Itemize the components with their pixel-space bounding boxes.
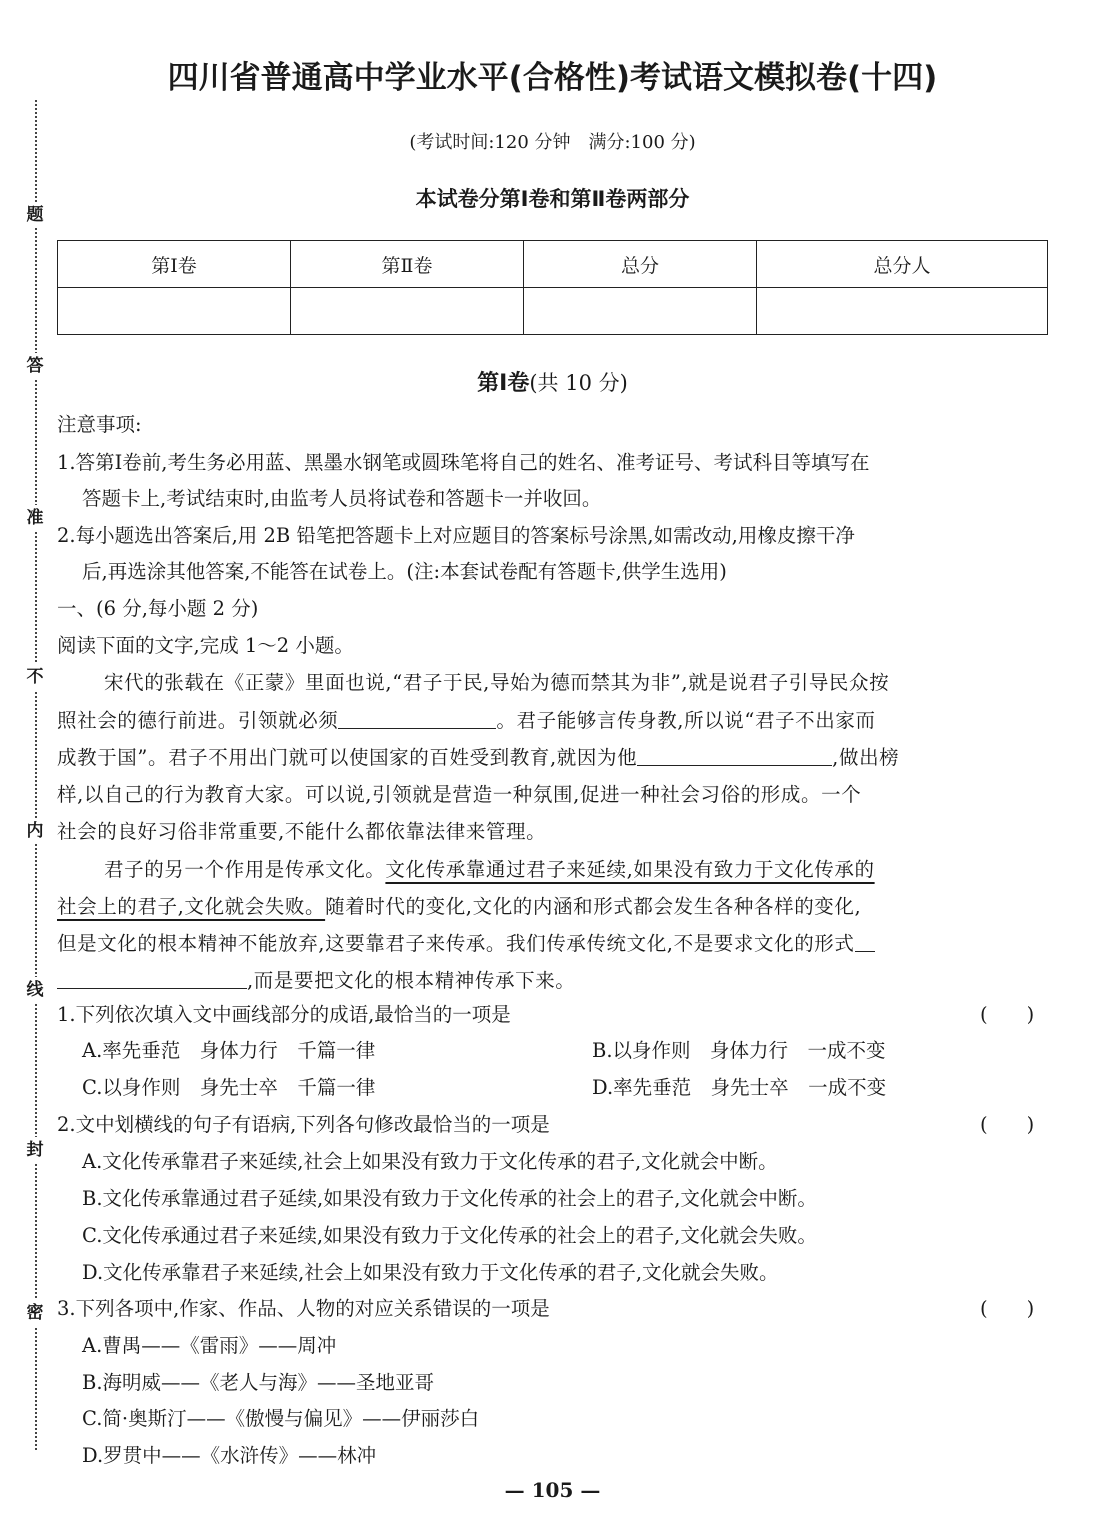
score-table-entry-row [58,288,1048,335]
binding-char-ti: 题 [22,202,48,228]
fill-blank-3[interactable] [57,968,247,989]
binding-char-bu: 不 [22,664,48,690]
passage-p1-line-1: 宋代的张载在《正蒙》里面也说,“君子于民,导始为德而禁其为非”,就是说君子引导民众按 [104,671,890,694]
fill-blank-1[interactable] [338,708,496,729]
question-1-option-c[interactable]: C.以身作则 身先士卒 千篇一律 [82,1076,376,1099]
passage-p2-line-3 [57,929,875,959]
question-2-option-a[interactable]: A.文化传承靠君子来延续,社会上如果没有致力于文化传承的君子,文化就会中断。 [82,1150,778,1173]
passage-p2-line-4 [57,966,575,996]
score-table-header-row [58,241,1048,288]
passage-p1-line-2 [57,706,876,736]
binding-char-nei: 内 [22,818,48,844]
binding-char-feng: 封 [22,1137,48,1163]
note-item-2-line-1: 2.每小题选出答案后,用 2B 铅笔把答题卡上对应题目的答案标号涂黑,如需改动,用橡皮擦干净 [57,524,855,547]
question-1-answer-paren[interactable]: ( ) [980,1003,1035,1026]
binding-char-da: 答 [22,353,48,379]
passage-text: ,而是要把文化的根本精神传承下来。 [247,969,576,992]
passage-text: 但是文化的根本精神不能放弃,这要靠君子来传承。我们传承传统文化,不是要求文化的形式 [57,932,855,955]
part1-heading [0,366,1105,397]
passage-text: 君子的另一个作用是传承文化。 [104,858,386,881]
binding-char-mi: 密 [22,1300,48,1326]
page-number: — 105 — [504,1478,601,1502]
passage-text: 成教于国”。君子不用出门就可以使国家的百姓受到教育,就因为他 [57,746,638,769]
exam-title: 四川省普通高中学业水平(合格性)考试语文模拟卷(十四) [167,60,938,96]
question-3-option-c[interactable]: C.简·奥斯汀——《傲慢与偏见》——伊丽莎白 [82,1407,480,1430]
passage-p1-line-3 [57,743,899,773]
score-cell-total[interactable] [524,288,757,335]
part1-title: 第Ⅰ卷 [477,371,530,396]
question-2-option-d[interactable]: D.文化传承靠君子来延续,社会上如果没有致力于文化传承的君子,文化就会失败。 [82,1261,779,1284]
part1-points: (共 10 分) [529,371,628,395]
exam-time-info: (考试时间:120 分钟 满分:100 分) [409,132,696,153]
question-3-option-b[interactable]: B.海明威——《老人与海》——圣地亚哥 [82,1371,435,1394]
score-header-total: 总分 [524,241,757,288]
question-2-option-c[interactable]: C.文化传承通过君子来延续,如果没有致力于文化传承的社会上的君子,文化就会失败。 [82,1224,817,1247]
question-2-option-b[interactable]: B.文化传承靠通过君子延续,如果没有致力于文化传承的社会上的君子,文化就会中断。 [82,1187,817,1210]
question-1-option-d[interactable]: D.率先垂范 身先士卒 一成不变 [592,1076,887,1099]
passage-p1-line-4: 样,以自己的行为教育大家。可以说,引领就是营造一种氛围,促进一种社会习俗的形成。一个 [57,783,862,806]
question-3-stem: 3.下列各项中,作家、作品、人物的对应关系错误的一项是 [57,1297,550,1320]
score-header-part2: 第Ⅱ卷 [291,241,524,288]
section1-heading: 一、(6 分,每小题 2 分) [57,597,259,620]
score-cell-part1[interactable] [58,288,291,335]
score-header-grader: 总分人 [757,241,1048,288]
passage-text: 。君子能够言传身教,所以说“君子不出家而 [496,709,876,732]
note-item-1-line-2: 答题卡上,考试结束时,由监考人员将试卷和答题卡一并收回。 [82,487,602,510]
passage-text: ,做出榜 [832,746,900,769]
passage-text: 照社会的德行前进。引领就必须 [57,709,339,732]
question-2-answer-paren[interactable]: ( ) [980,1113,1035,1136]
passage-p2-line-2 [57,892,861,922]
section1-instruction: 阅读下面的文字,完成 1～2 小题。 [57,634,354,657]
binding-char-zhun: 准 [22,505,48,531]
question-1-stem: 1.下列依次填入文中画线部分的成语,最恰当的一项是 [57,1003,511,1026]
score-table [57,240,1048,335]
binding-dotted-line [35,100,37,1450]
score-header-part1: 第Ⅰ卷 [58,241,291,288]
exam-structure-note: 本试卷分第Ⅰ卷和第Ⅱ卷两部分 [415,187,690,211]
question-3-option-a[interactable]: A.曹禺——《雷雨》——周冲 [82,1334,337,1357]
binding-char-xian: 线 [22,977,48,1003]
question-3-answer-paren[interactable]: ( ) [980,1297,1035,1320]
fill-blank-3-start[interactable] [855,931,875,952]
question-1-option-a[interactable]: A.率先垂范 身体力行 千篇一律 [82,1039,376,1062]
question-2-stem: 2.文中划横线的句子有语病,下列各句修改最恰当的一项是 [57,1113,550,1136]
question-3-option-d[interactable]: D.罗贯中——《水浒传》——林冲 [82,1444,377,1467]
fill-blank-2[interactable] [637,745,832,766]
note-item-1-line-1: 1.答第Ⅰ卷前,考生务必用蓝、黑墨水钢笔或圆珠笔将自己的姓名、准考证号、考试科目等填写在 [57,451,870,474]
passage-text: 随着时代的变化,文化的内涵和形式都会发生各种各样的变化, [325,895,862,918]
passage-p2-line-1 [104,855,875,885]
underlined-sentence: 文化传承靠通过君子来延续,如果没有致力于文化传承的 [385,858,875,881]
score-cell-grader[interactable] [757,288,1048,335]
score-cell-part2[interactable] [291,288,524,335]
notes-heading: 注意事项: [57,413,142,436]
passage-p1-line-5: 社会的良好习俗非常重要,不能什么都依靠法律来管理。 [57,820,547,843]
question-1-option-b[interactable]: B.以身作则 身体力行 一成不变 [592,1039,886,1062]
note-item-2-line-2: 后,再选涂其他答案,不能答在试卷上。(注:本套试卷配有答题卡,供学生选用) [82,560,727,583]
underlined-sentence: 社会上的君子,文化就会失败。 [57,895,326,918]
